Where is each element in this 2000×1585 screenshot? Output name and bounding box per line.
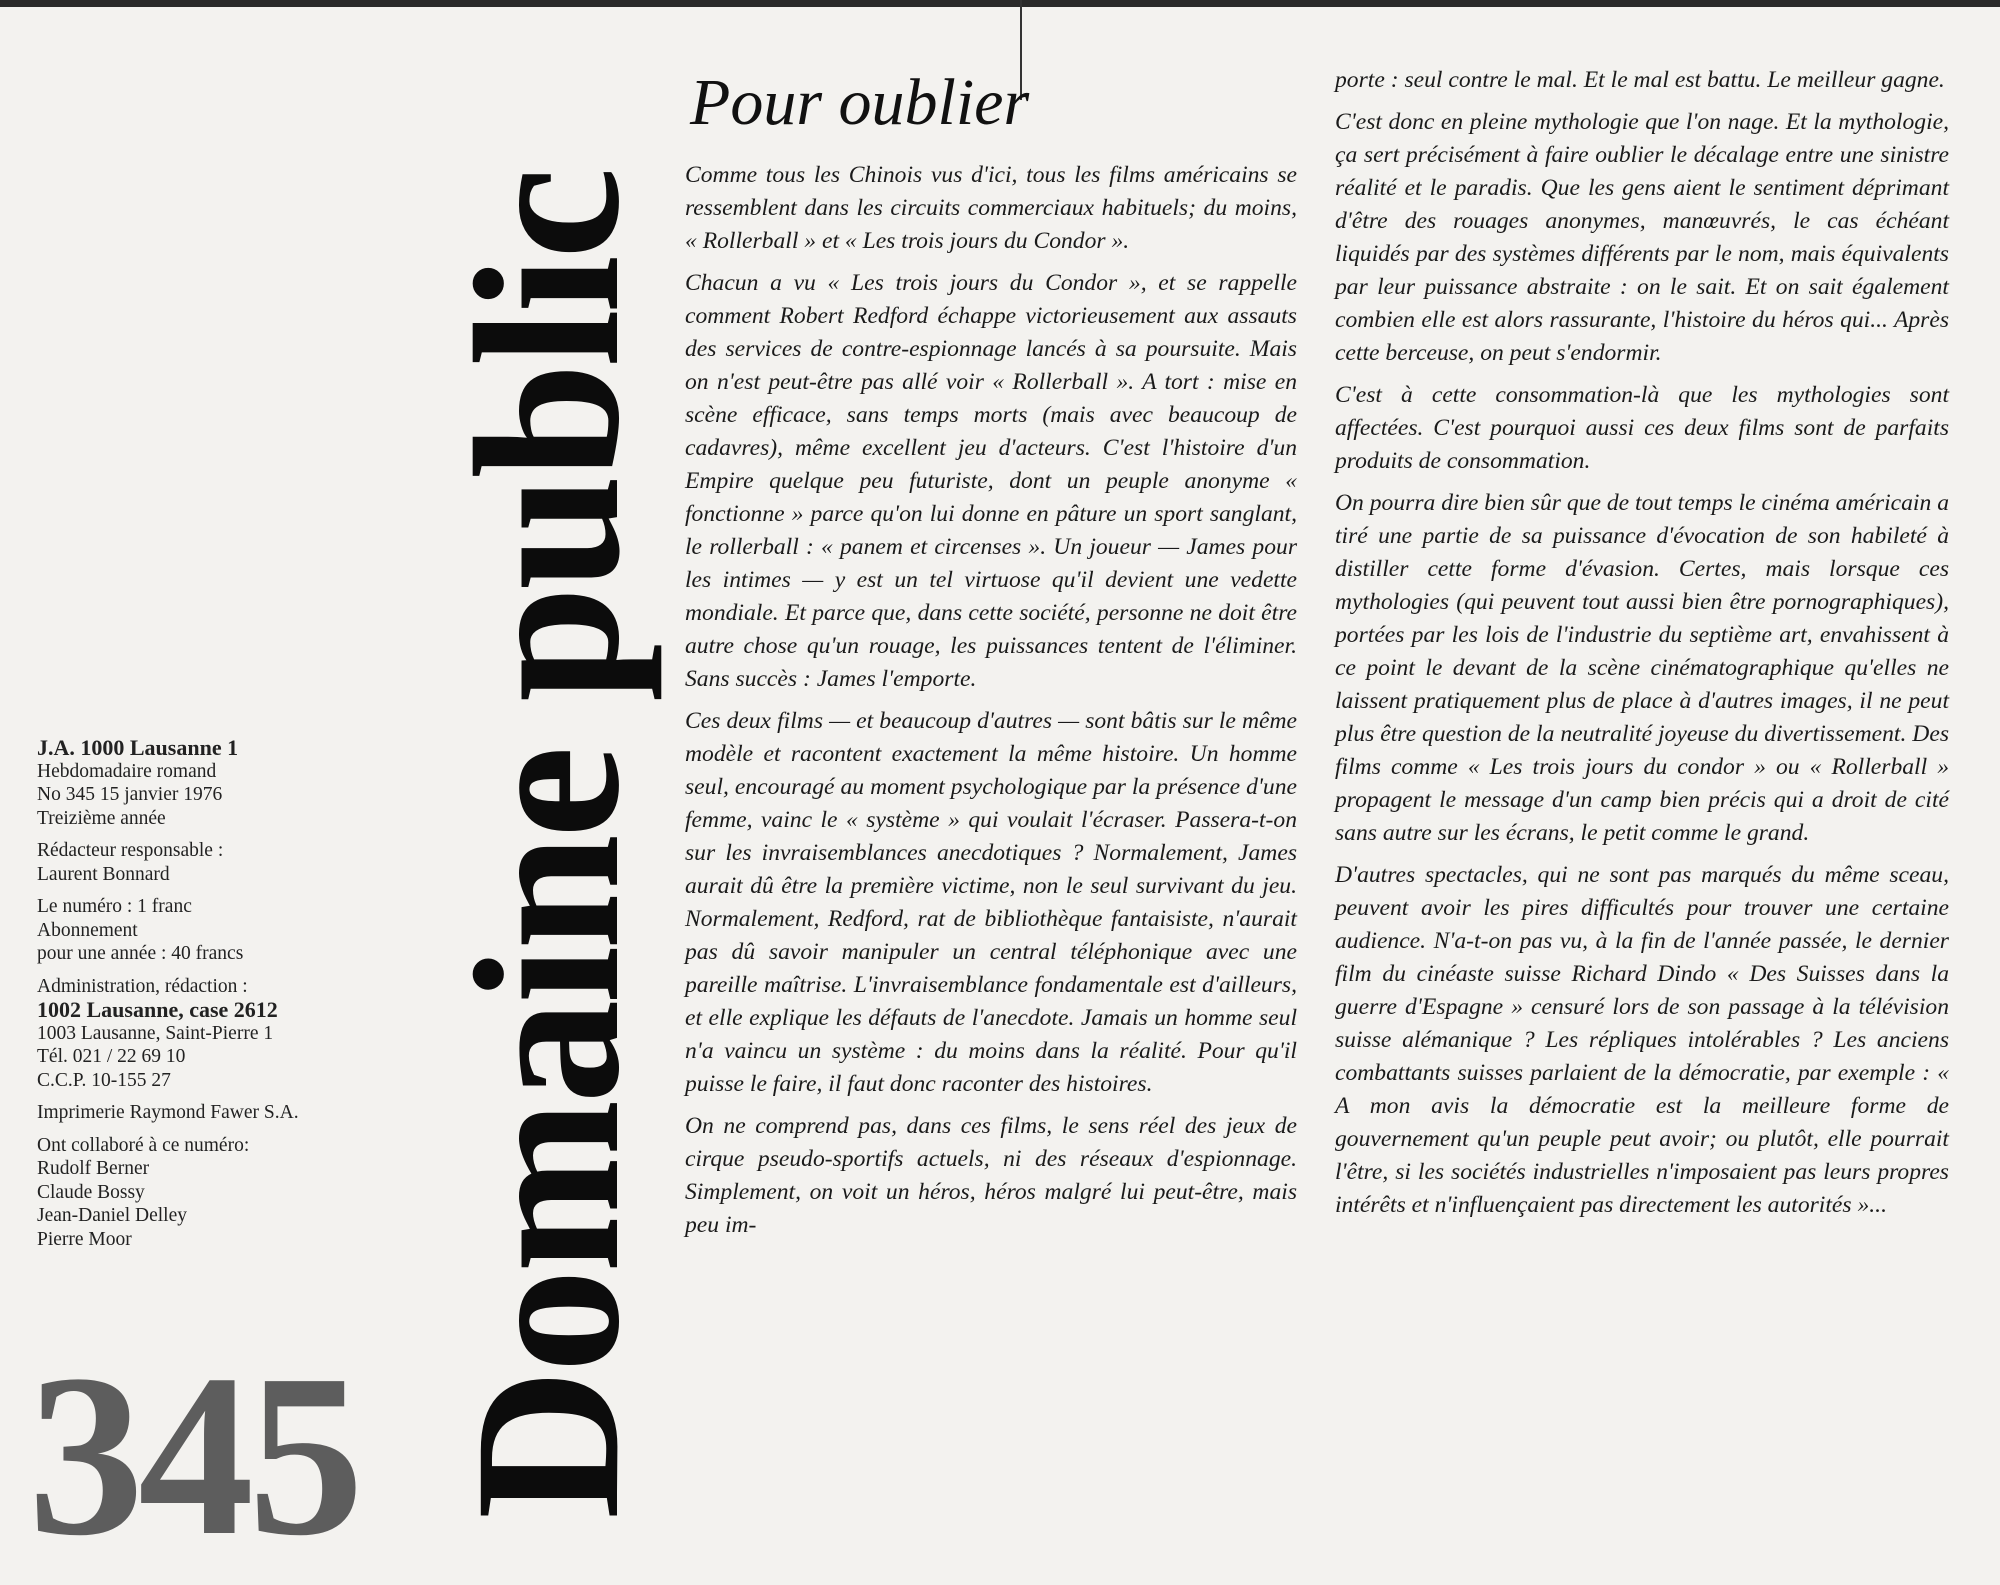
article-paragraph: C'est à cette consommation-là que les mythologies sont affectées. C'est pourquoi aussi ces deux films sont de parfaits produits de consommation. xyxy=(1335,382,1949,474)
article-paragraph: D'autres spectacles, qui ne sont pas marqués du même sceau, peuvent avoir les pires difficultés pour trouver une certaine audience. N'a-t-on pas vu, à la fin de l'année passée, le dernier film du cinéaste suisse Richard Dindo « Des Suisses dans la guerre d'Espagne » censuré lors de son passage à la télévision suisse alémanique ? Les répliques intolérables ? Les anciens combattants suisses parlaient de la démocratie, par exemple : « A mon avis la démocratie est la meilleure forme de gouvernement qu'un peuple peut avoir; ou plutôt, elle pourrait l'être, si les sociétés industrielles n'imposaient pas leurs propres intérêts et n'influençaient pas directement les autorités »... xyxy=(1335,862,1949,1218)
printer-block xyxy=(37,1101,407,1125)
article-paragraph: C'est donc en pleine mythologie que l'on nage. Et la mythologie, ça sert précisément à faire oublier le décalage entre une sinistre réalité et le paradis. Que les gens aient le sentiment déprimant d'être des rouages anonymes, manœuvrés, le cas échéant liquidés par des systèmes différents par le nom, mais équivalents par leur puissance abstraite : on le sait. Et on sait également combien elle est alors rassurante, l'histoire du héros qui... Après cette berceuse, on peut s'endormir. xyxy=(1335,109,1949,366)
price-block xyxy=(37,895,407,966)
subscription-price: pour une année : 40 francs xyxy=(37,943,244,964)
publication-info xyxy=(37,736,407,1260)
issue-line: No 345 15 janvier 1976 xyxy=(37,784,223,805)
ccp-line: C.C.P. 10-155 27 xyxy=(37,1069,171,1091)
phone-line: Tél. 021 / 22 69 10 xyxy=(37,1046,186,1067)
contributors-block xyxy=(37,1134,407,1252)
article-column-1 xyxy=(685,159,1297,1251)
editor-name: Laurent Bonnard xyxy=(37,863,170,885)
masthead-title: Domaine public xyxy=(432,170,662,1520)
article-paragraph: On ne comprend pas, dans ces films, le sens réel des jeux de cirque pseudo-sportifs actuels, ni des réseaux d'espionnage. Simplement, on voit un héros, héros malgré lui peut-être, mais peu im- xyxy=(685,1113,1297,1238)
contributors-label: Ont collaboré à ce numéro: xyxy=(37,1134,250,1156)
article-column-2 xyxy=(1335,64,1949,1231)
publication-type: Hebdomadaire romand xyxy=(37,760,217,782)
top-rule xyxy=(0,0,2000,7)
article-headline: Pour oublier xyxy=(690,66,1030,139)
editor-label: Rédacteur responsable : xyxy=(37,840,224,861)
street-address: 1003 Lausanne, Saint-Pierre 1 xyxy=(37,1022,274,1044)
year-line: Treizième année xyxy=(37,807,166,829)
admin-block xyxy=(37,975,407,1093)
printer-line: Imprimerie Raymond Fawer S.A. xyxy=(37,1102,299,1123)
contributor-name: Claude Bossy xyxy=(37,1181,145,1203)
subscription-label: Abonnement xyxy=(37,919,138,941)
contributor-name: Pierre Moor xyxy=(37,1228,132,1250)
contributor-name: Rudolf Berner xyxy=(37,1158,150,1179)
article-paragraph: Ces deux films — et beaucoup d'autres — sont bâtis sur le même modèle et racontent exactement la même histoire. Un homme seul, encouragé au moment psychologique par la présence d'une femme, vainc le « système » qui voulait l'écraser. Passera-t-on sur les invraisemblances anecdotiques ? Normalement, James aurait dû être la première victime, non le seul survivant du jeu. Normalement, Redford, rat de bibliothèque fantaisiste, n'aurait pas dû savoir manipuler un central téléphonique avec une pareille maîtrise. L'invraisemblance fondamentale est d'ailleurs, et elle explique les défauts de l'anecdote. Jamais un homme seul n'a vaincu un système : du moins dans la réalité. Pour qu'il puisse le faire, il faut donc raconter des histoires. xyxy=(685,708,1297,1097)
editor-block xyxy=(37,839,407,886)
article-paragraph: On pourra dire bien sûr que de tout temps le cinéma américain a tiré une partie de sa puissance d'évocation de son habileté à distiller cette forme d'évasion. Certes, mais lorsque ces mythologies (qui peuvent tout aussi bien être pornographiques), portées par les lois de l'industrie du septième art, envahissent à ce point le devant de la scène cinématographique qu'elles ne laissent pratiquement plus de place à d'autres images, il ne peut plus être question de la neutralité joyeuse du divertissement. Des films comme « Les trois jours du condor » ou « Rollerball » propagent le message d'un camp bien précis qui a droit de cité sans autre sur les écrans, le petit comme le grand. xyxy=(1335,490,1949,846)
article-paragraph: Chacun a vu « Les trois jours du Condor », et se rappelle comment Robert Redford échappe victorieusement aux assauts des services de contre-espionnage lancés à sa poursuite. Mais on n'est peut-être pas allé voir « Rollerball ». A tort : mise en scène efficace, sans temps morts (mais avec beaucoup de cadavres), même excellent jeu d'acteurs. C'est l'histoire d'un Empire quelque peu futuriste, dont un peuple anonyme « fonctionne » parce qu'on lui donne en pâture un sport sanglant, le rollerball : « panem et circenses ». Un joueur — James pour les intimes — y est un tel virtuose qu'il devient une vedette mondiale. Et parce que, dans cette société, personne ne doit être autre chose qu'un rouage, les puissances tentent de l'éliminer. Sans succès : James l'emporte. xyxy=(685,270,1297,692)
issue-number: 345 xyxy=(28,1327,358,1584)
postal-line: J.A. 1000 Lausanne 1 xyxy=(37,735,239,760)
masthead-container xyxy=(432,130,662,1560)
admin-label: Administration, rédaction : xyxy=(37,975,248,997)
contributor-name: Jean-Daniel Delley xyxy=(37,1205,187,1226)
price-line: Le numéro : 1 franc xyxy=(37,896,192,917)
article-paragraph: Comme tous les Chinois vus d'ici, tous les films américains se ressemblent dans les circuits commerciaux habituels; du moins, « Rollerball » et « Les trois jours du Condor ». xyxy=(685,162,1297,254)
article-paragraph: porte : seul contre le mal. Et le mal est battu. Le meilleur gagne. xyxy=(1335,67,1945,93)
postal-block xyxy=(37,736,407,830)
admin-address: 1002 Lausanne, case 2612 xyxy=(37,997,278,1022)
